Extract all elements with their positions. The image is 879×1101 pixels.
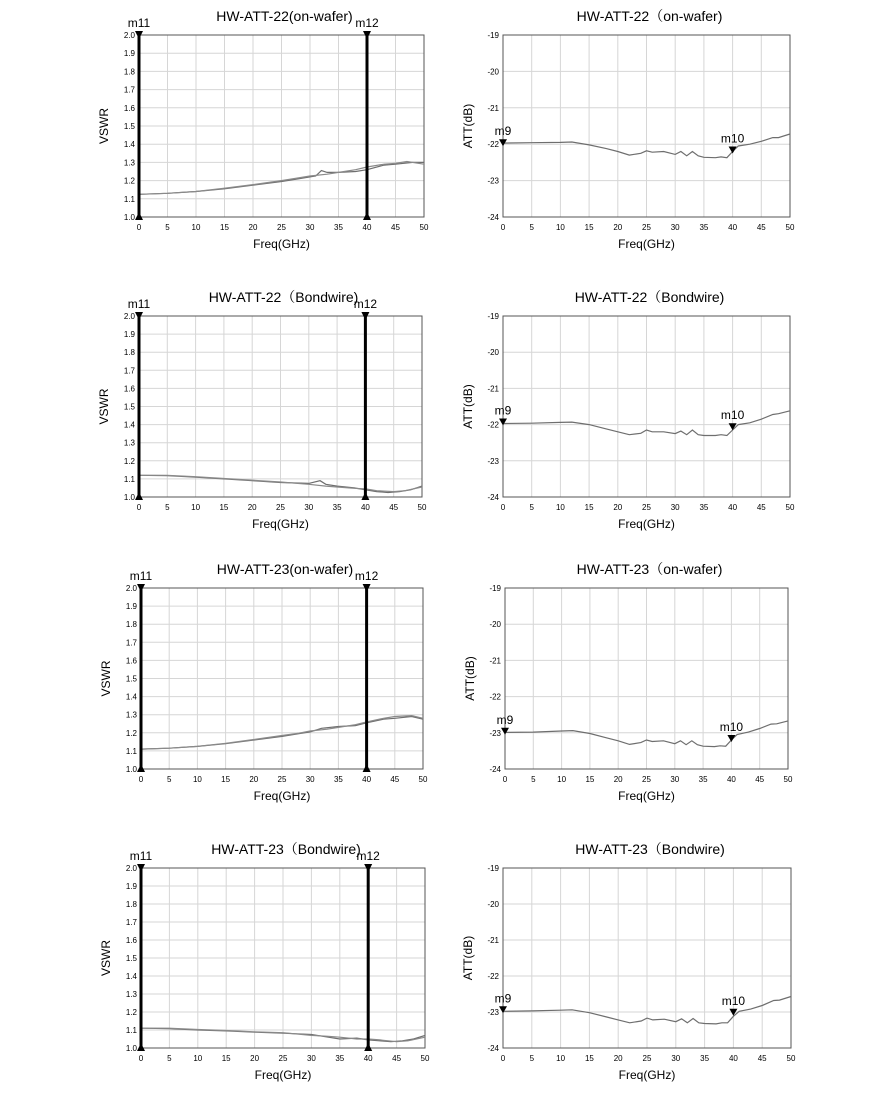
y-tick-label: 1.6 [125, 936, 137, 945]
y-tick-label: 1.7 [125, 638, 137, 648]
marker-label-m10: m10 [719, 720, 744, 735]
x-tick-label: 10 [193, 1054, 203, 1063]
y-axis-label: ATT(dB) [463, 656, 477, 701]
x-tick-label: 0 [138, 775, 144, 784]
x-tick-label: 50 [785, 503, 795, 512]
x-tick-label: 5 [529, 503, 534, 512]
marker-label-m12: m12 [356, 849, 380, 863]
y-axis-label: VSWR [97, 388, 111, 425]
y-tick-label: 1.9 [123, 330, 135, 340]
x-tick-label: 10 [556, 1054, 566, 1063]
chart-4 [461, 289, 795, 531]
x-tick-label: 30 [670, 775, 680, 784]
y-tick-label: 1.5 [125, 674, 137, 684]
x-tick-label: 10 [191, 223, 201, 232]
marker-base-m12 [363, 212, 371, 220]
marker-label-m12: m12 [353, 297, 378, 311]
marker-label-m9: m9 [494, 403, 512, 418]
marker-label-m10: m10 [721, 993, 746, 1008]
y-tick-label: -19 [487, 864, 499, 873]
chart-title: HW-ATT-22(on-wafer) [216, 8, 353, 24]
y-tick-label: -22 [487, 972, 499, 981]
y-tick-label: -24 [487, 213, 499, 222]
y-tick-label: 1.6 [123, 103, 135, 113]
y-tick-label: 1.2 [125, 728, 137, 738]
x-tick-label: 35 [332, 503, 342, 512]
x-tick-label: 40 [363, 1054, 373, 1063]
x-tick-label: 40 [728, 503, 738, 512]
x-tick-label: 10 [555, 223, 565, 232]
x-tick-label: 0 [136, 503, 142, 512]
x-tick-label: 40 [728, 223, 738, 232]
marker-label-m9: m9 [496, 712, 514, 727]
chart-title: HW-ATT-22（Bondwire) [574, 289, 725, 305]
x-tick-label: 0 [500, 503, 506, 512]
y-tick-label: 1.3 [123, 438, 135, 448]
x-tick-label: 10 [191, 503, 201, 512]
y-tick-label: 1.2 [123, 456, 135, 466]
x-tick-label: 20 [613, 503, 623, 512]
x-tick-label: 30 [306, 1054, 316, 1063]
chart-1 [97, 8, 429, 251]
x-tick-label: 45 [755, 775, 765, 784]
x-axis-label: Freq(GHz) [618, 1068, 676, 1082]
x-tick-label: 25 [642, 775, 651, 784]
marker-point-m10 [729, 146, 737, 153]
marker-base-m11 [135, 492, 143, 500]
x-tick-label: 0 [500, 223, 506, 232]
y-tick-label: -21 [487, 936, 499, 945]
chart-title: HW-ATT-23（Bondwire) [575, 841, 725, 857]
x-tick-label: 15 [584, 503, 594, 512]
y-tick-label: -21 [487, 384, 499, 394]
x-tick-label: 5 [167, 1054, 172, 1063]
x-tick-label: 35 [700, 1054, 710, 1063]
y-tick-label: 2.0 [123, 312, 135, 321]
x-tick-label: 45 [756, 223, 766, 232]
y-tick-label: -24 [487, 1044, 499, 1053]
marker-label-m11: m11 [127, 297, 151, 311]
x-tick-label: 40 [360, 503, 370, 512]
y-tick-label: -22 [487, 140, 499, 150]
x-tick-label: 15 [221, 775, 231, 784]
x-tick-label: 50 [419, 223, 429, 232]
x-tick-label: 30 [671, 1054, 681, 1063]
marker-point-m9 [501, 728, 509, 735]
chart-2 [461, 8, 795, 251]
marker-label-m10: m10 [720, 408, 745, 423]
y-tick-label: -20 [487, 348, 499, 358]
chart-title: HW-ATT-23（Bondwire) [211, 841, 361, 857]
x-tick-label: 50 [785, 223, 795, 232]
x-tick-label: 15 [221, 1054, 231, 1063]
y-tick-label: -21 [489, 656, 501, 666]
marker-label-m12: m12 [355, 16, 379, 30]
marker-label-m12: m12 [354, 569, 379, 583]
x-tick-label: 35 [699, 223, 709, 232]
marker-label-m11: m11 [127, 16, 151, 30]
x-tick-label: 5 [165, 503, 170, 512]
chart-7 [99, 841, 430, 1082]
x-tick-label: 0 [502, 775, 508, 784]
x-axis-label: Freq(GHz) [253, 237, 310, 251]
y-tick-label: 1.6 [125, 656, 137, 666]
y-tick-label: 1.7 [123, 85, 135, 95]
y-tick-label: 2.0 [125, 584, 137, 593]
y-axis-label: VSWR [97, 108, 111, 144]
x-tick-label: 35 [334, 223, 343, 232]
x-tick-label: 10 [557, 775, 567, 784]
x-tick-label: 15 [219, 503, 229, 512]
x-tick-label: 20 [249, 775, 259, 784]
x-tick-label: 25 [278, 1054, 288, 1063]
marker-base-m11 [135, 212, 143, 220]
y-tick-label: 1.0 [125, 1044, 137, 1053]
chart-8 [461, 841, 796, 1082]
y-tick-label: -21 [487, 103, 499, 113]
x-tick-label: 50 [420, 1054, 430, 1063]
y-tick-label: 1.9 [125, 602, 137, 612]
x-tick-label: 5 [166, 775, 172, 784]
y-tick-label: 1.4 [125, 692, 137, 702]
y-tick-label: 1.3 [125, 710, 137, 720]
y-tick-label: -24 [489, 765, 501, 774]
x-tick-label: 5 [165, 223, 170, 232]
y-tick-label: -23 [487, 176, 499, 186]
y-tick-label: 1.9 [123, 49, 135, 59]
x-tick-label: 15 [584, 223, 594, 232]
marker-base-m11 [137, 1043, 145, 1051]
x-tick-label: 5 [531, 775, 536, 784]
y-tick-label: 1.8 [123, 67, 135, 77]
y-tick-label: 1.2 [125, 1008, 137, 1017]
x-tick-label: 45 [391, 223, 400, 232]
y-tick-label: 1.0 [125, 765, 137, 774]
x-tick-label: 50 [418, 775, 428, 784]
y-tick-label: 2.0 [123, 31, 135, 40]
y-tick-label: -22 [487, 420, 499, 430]
y-tick-label: -22 [489, 692, 501, 702]
x-axis-label: Freq(GHz) [618, 237, 675, 251]
y-tick-label: 1.1 [125, 1026, 137, 1035]
y-tick-label: -20 [489, 620, 501, 630]
x-tick-label: 0 [136, 223, 142, 232]
x-tick-label: 25 [277, 775, 287, 784]
y-tick-label: 1.1 [123, 194, 135, 204]
y-tick-label: -23 [487, 1008, 499, 1017]
y-tick-label: 1.4 [125, 972, 137, 981]
y-axis-label: ATT(dB) [461, 103, 475, 149]
x-tick-label: 25 [277, 223, 286, 232]
x-tick-label: 35 [698, 775, 708, 784]
y-tick-label: 1.4 [123, 420, 135, 430]
y-tick-label: 1.9 [125, 882, 137, 891]
y-tick-label: 1.3 [125, 990, 137, 999]
x-tick-label: 40 [728, 1054, 738, 1063]
y-tick-label: -19 [487, 31, 499, 40]
marker-base-m12 [364, 1043, 372, 1051]
y-tick-label: 2.0 [125, 864, 137, 873]
y-tick-label: -20 [487, 900, 499, 909]
marker-base-m11 [137, 764, 145, 772]
y-axis-label: VSWR [99, 660, 113, 697]
x-tick-label: 20 [248, 223, 258, 232]
chart-5 [99, 561, 428, 803]
x-tick-label: 20 [250, 1054, 260, 1063]
marker-label-m9: m9 [494, 991, 512, 1006]
y-tick-label: 1.5 [123, 402, 135, 412]
x-tick-label: 50 [417, 503, 427, 512]
y-tick-label: 1.3 [123, 158, 135, 168]
x-axis-label: Freq(GHz) [253, 789, 311, 803]
x-tick-label: 25 [642, 1054, 652, 1063]
y-tick-label: 1.2 [123, 176, 135, 186]
chart-title: HW-ATT-23(on-wafer) [216, 561, 354, 577]
y-axis-label: VSWR [99, 940, 113, 976]
y-tick-label: 1.8 [123, 348, 135, 358]
x-tick-label: 30 [304, 503, 314, 512]
x-tick-label: 40 [362, 775, 372, 784]
y-tick-label: -23 [487, 456, 499, 466]
x-tick-label: 45 [756, 503, 766, 512]
y-tick-label: 1.8 [125, 900, 137, 909]
chart-3 [97, 289, 427, 531]
x-tick-label: 15 [220, 223, 229, 232]
x-axis-label: Freq(GHz) [618, 789, 675, 803]
x-tick-label: 40 [362, 223, 372, 232]
x-tick-label: 45 [392, 1054, 402, 1063]
x-tick-label: 20 [613, 775, 623, 784]
chart-title: HW-ATT-22（Bondwire) [208, 289, 359, 305]
x-tick-label: 5 [529, 223, 534, 232]
marker-base-m12 [363, 764, 371, 772]
x-tick-label: 10 [192, 775, 202, 784]
y-tick-label: 1.1 [123, 474, 135, 484]
y-tick-label: -24 [487, 493, 499, 502]
x-tick-label: 45 [389, 503, 399, 512]
x-tick-label: 40 [726, 775, 736, 784]
x-tick-label: 15 [584, 1054, 594, 1063]
x-tick-label: 20 [613, 223, 623, 232]
x-tick-label: 30 [305, 223, 315, 232]
x-tick-label: 45 [390, 775, 400, 784]
y-axis-label: ATT(dB) [461, 384, 475, 429]
x-tick-label: 25 [642, 223, 651, 232]
x-tick-label: 35 [335, 1054, 345, 1063]
x-tick-label: 30 [305, 775, 315, 784]
marker-point-m10 [727, 735, 735, 742]
x-tick-label: 0 [500, 1054, 506, 1063]
marker-base-m12 [361, 492, 369, 500]
chart-title: HW-ATT-23（on-wafer) [576, 561, 723, 577]
x-tick-label: 25 [276, 503, 285, 512]
y-tick-label: -20 [487, 67, 499, 77]
y-tick-label: 1.1 [125, 746, 137, 756]
x-tick-label: 45 [757, 1054, 767, 1063]
y-tick-label: 1.5 [125, 954, 137, 963]
y-tick-label: -19 [489, 584, 501, 593]
y-tick-label: 1.8 [125, 620, 137, 630]
x-tick-label: 35 [333, 775, 343, 784]
y-tick-label: 1.0 [123, 493, 135, 502]
x-tick-label: 20 [613, 1054, 623, 1063]
x-axis-label: Freq(GHz) [252, 517, 309, 531]
x-tick-label: 35 [699, 503, 709, 512]
y-axis-label: ATT(dB) [461, 935, 475, 981]
x-tick-label: 5 [529, 1054, 535, 1063]
y-tick-label: 1.7 [123, 366, 135, 376]
y-tick-label: 1.5 [123, 122, 135, 131]
chart-title: HW-ATT-22（on-wafer) [576, 8, 723, 24]
x-axis-label: Freq(GHz) [254, 1068, 312, 1082]
y-tick-label: -19 [487, 312, 499, 321]
y-tick-label: 1.4 [123, 140, 135, 150]
marker-label-m9: m9 [494, 124, 512, 139]
x-tick-label: 0 [138, 1054, 144, 1063]
x-tick-label: 20 [247, 503, 257, 512]
x-tick-label: 25 [642, 503, 651, 512]
y-tick-label: -23 [489, 728, 501, 738]
y-tick-label: 1.0 [123, 213, 135, 222]
x-tick-label: 50 [786, 1054, 796, 1063]
x-tick-label: 50 [783, 775, 793, 784]
y-tick-label: 1.7 [125, 918, 137, 927]
x-axis-label: Freq(GHz) [618, 517, 675, 531]
x-tick-label: 15 [585, 775, 595, 784]
y-tick-label: 1.6 [123, 384, 135, 394]
marker-label-m11: m11 [129, 569, 153, 583]
marker-label-m11: m11 [129, 849, 153, 863]
x-tick-label: 10 [555, 503, 565, 512]
x-tick-label: 30 [670, 503, 680, 512]
x-tick-label: 30 [670, 223, 680, 232]
chart-6 [463, 561, 793, 803]
marker-label-m10: m10 [720, 131, 745, 146]
